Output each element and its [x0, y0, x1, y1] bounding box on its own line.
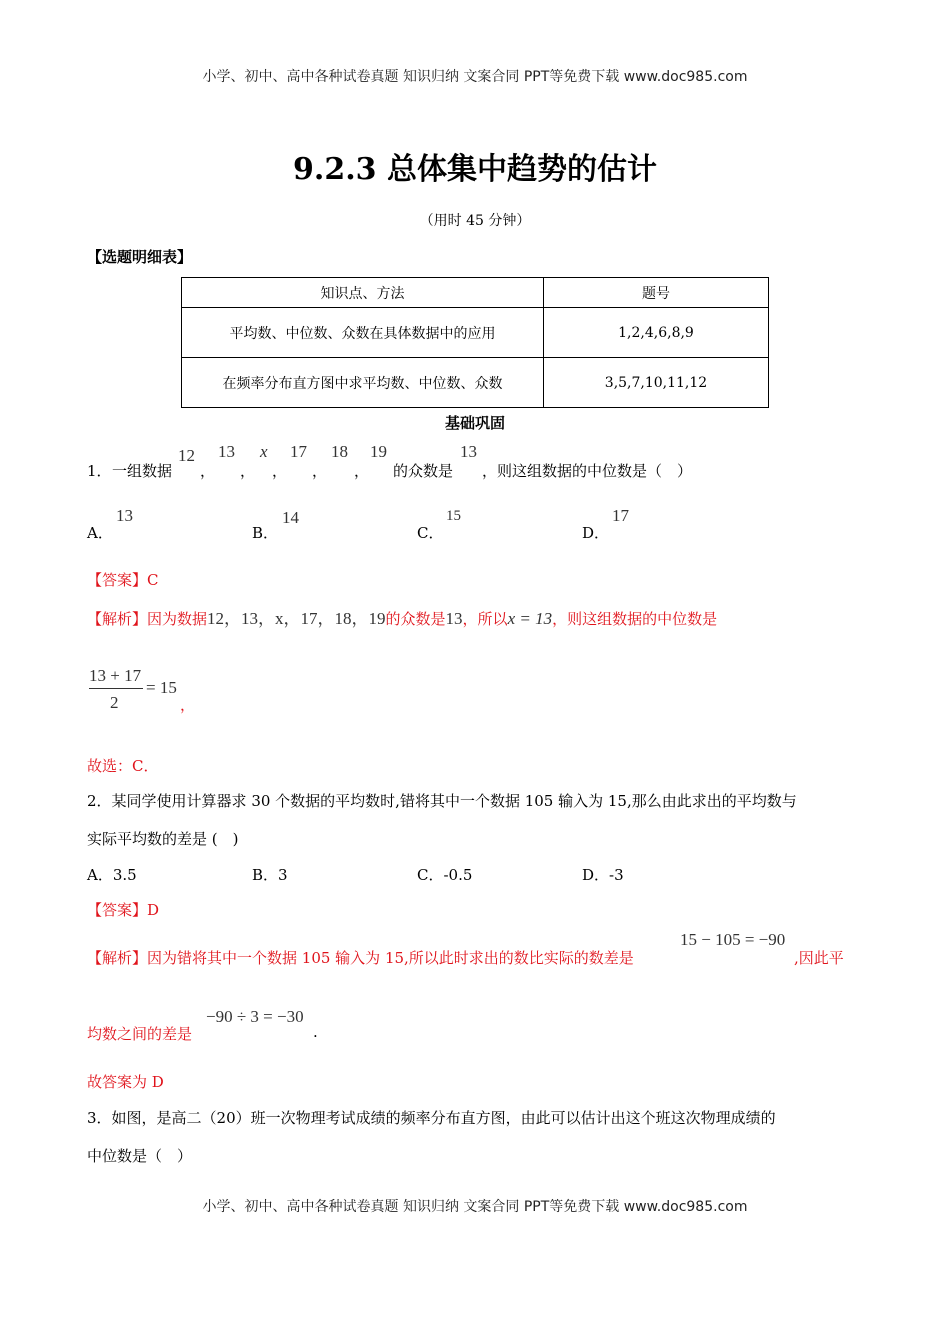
analysis-equation: x = 13 — [507, 609, 553, 628]
q1-answer — [87, 569, 159, 590]
q1-option-a-label: A． — [87, 524, 113, 542]
q1-data-value: 19 — [370, 442, 387, 461]
q2-equation-1: 15 − 105 = −90 — [680, 930, 786, 949]
q1-option-c-value: 15 — [446, 508, 461, 524]
spec-table-row — [182, 308, 769, 358]
analysis-data: 12，13，x，17，18，19 — [207, 609, 386, 628]
q1-option-c-label: C． — [417, 524, 444, 542]
spec-row-topic: 平均数、中位数、众数在具体数据中的应用 — [182, 308, 544, 358]
q1-option-d-value: 17 — [612, 506, 629, 525]
option-value: 3 — [278, 866, 288, 884]
analysis-text: 因为错将其中一个数据 105 输入为 15,所以此时求出的数比实际的数差是 — [147, 949, 634, 967]
spec-table — [181, 277, 769, 408]
q2-answer — [87, 899, 159, 920]
q1-text-b: 的众数是 — [393, 462, 454, 480]
fraction-comma: ， — [180, 696, 196, 714]
answer-label: 【答案】 — [87, 571, 148, 589]
spec-header-numbers: 题号 — [544, 278, 769, 308]
spec-row-topic: 在频率分布直方图中求平均数、中位数、众数 — [182, 358, 544, 408]
q1-mode: 13 — [460, 442, 477, 461]
page-header: 小学、初中、高中各种试卷真题 知识归纳 文案合同 PPT等免费下载 www.doc985.com — [202, 69, 748, 85]
analysis-text: ，所以 — [462, 610, 508, 628]
answer-label: 【答案】 — [87, 901, 148, 919]
q3-text: 如图，是高二（20）班一次物理考试成绩的频率分布直方图，由此可以估计出这个班这次物理成绩的 — [111, 1109, 776, 1127]
q3-number: 3． — [87, 1109, 112, 1127]
fraction-numerator: 13 + 17 — [89, 666, 142, 685]
spec-header-topic: 知识点、方法 — [182, 278, 544, 308]
q2-option-a — [87, 864, 137, 885]
option-value: -3 — [609, 866, 624, 884]
spec-row-numbers: 1,2,4,6,8,9 — [544, 308, 769, 358]
q1-analysis — [87, 604, 717, 629]
page-footer: 小学、初中、高中各种试卷真题 知识归纳 文案合同 PPT等免费下载 www.doc985.com — [202, 1199, 748, 1215]
analysis-mode: 13 — [445, 609, 463, 628]
analysis-label: 【解析】 — [87, 949, 148, 967]
q1-comma: ， — [312, 462, 328, 480]
q2-analysis-line1 — [87, 947, 634, 968]
q2-equation-2: −90 ÷ 3 = −30 — [206, 1007, 304, 1026]
q1-number: 1． — [87, 462, 112, 480]
q1-option-a-value: 13 — [116, 506, 133, 525]
section-heading: 基础巩固 — [444, 414, 505, 432]
q3-line2: 中位数是（ ） — [87, 1147, 193, 1165]
spec-table-header — [182, 278, 769, 308]
q1-conclusion: 故选：C． — [87, 757, 159, 775]
analysis-text: 的众数是 — [385, 610, 446, 628]
q1-text-a: 一组数据 — [112, 462, 173, 480]
time-limit: （用时 45 分钟） — [419, 213, 531, 229]
q2-conclusion: 故答案为 D — [87, 1073, 164, 1091]
q2-analysis-tail: ,因此平 — [794, 949, 844, 967]
fraction-result: = 15 — [146, 678, 177, 697]
spec-row-numbers: 3,5,7,10,11,12 — [544, 358, 769, 408]
q1-comma: ， — [354, 462, 370, 480]
q2-option-c — [417, 864, 472, 885]
q1-option-b-label: B． — [252, 524, 279, 542]
q3-line1 — [87, 1107, 776, 1128]
q1-option-d-label: D． — [582, 524, 610, 542]
fraction-denominator: 2 — [110, 693, 119, 712]
option-label: C． — [417, 866, 444, 884]
analysis-text: ，则这组数据的中位数是 — [552, 610, 718, 628]
q2-analysis-line2: 均数之间的差是 — [87, 1025, 193, 1043]
q1-data-value: 12 — [178, 446, 195, 465]
q1-data-value: 13 — [218, 442, 235, 461]
q1-option-b-value: 14 — [282, 508, 299, 527]
q1-comma: ， — [272, 462, 288, 480]
q2-number: 2． — [87, 792, 112, 810]
q1-comma: ， — [240, 462, 256, 480]
option-value: 3.5 — [112, 866, 137, 884]
q1-comma: ， — [200, 462, 216, 480]
q2-line2: 实际平均数的差是 ( ) — [87, 830, 239, 848]
q1-data-value: 18 — [331, 442, 348, 461]
answer-value: C — [147, 571, 159, 589]
option-label: B． — [252, 866, 279, 884]
q2-option-d — [582, 864, 624, 885]
option-label: D． — [582, 866, 610, 884]
option-label: A． — [87, 866, 113, 884]
page-title: 9.2.3 总体集中趋势的估计 — [293, 152, 657, 187]
q1-data-value: x — [260, 442, 268, 461]
fraction-bar — [89, 688, 143, 689]
q1-text-c: ，则这组数据的中位数是（ ） — [482, 462, 693, 480]
spec-table-label: 【选题明细表】 — [87, 248, 193, 266]
q2-line1 — [87, 790, 797, 811]
analysis-text: 因为数据 — [147, 610, 208, 628]
q2-option-b — [252, 864, 288, 885]
q2-text: 某同学使用计算器求 30 个数据的平均数时,错将其中一个数据 105 输入为 15,那么由此求出的平均数与 — [111, 792, 797, 810]
spec-table-row — [182, 358, 769, 408]
analysis-label: 【解析】 — [87, 610, 148, 628]
q1-data-value: 17 — [290, 442, 307, 461]
answer-value: D — [147, 901, 160, 919]
option-value: -0.5 — [443, 866, 473, 884]
q2-period: . — [313, 1023, 318, 1041]
